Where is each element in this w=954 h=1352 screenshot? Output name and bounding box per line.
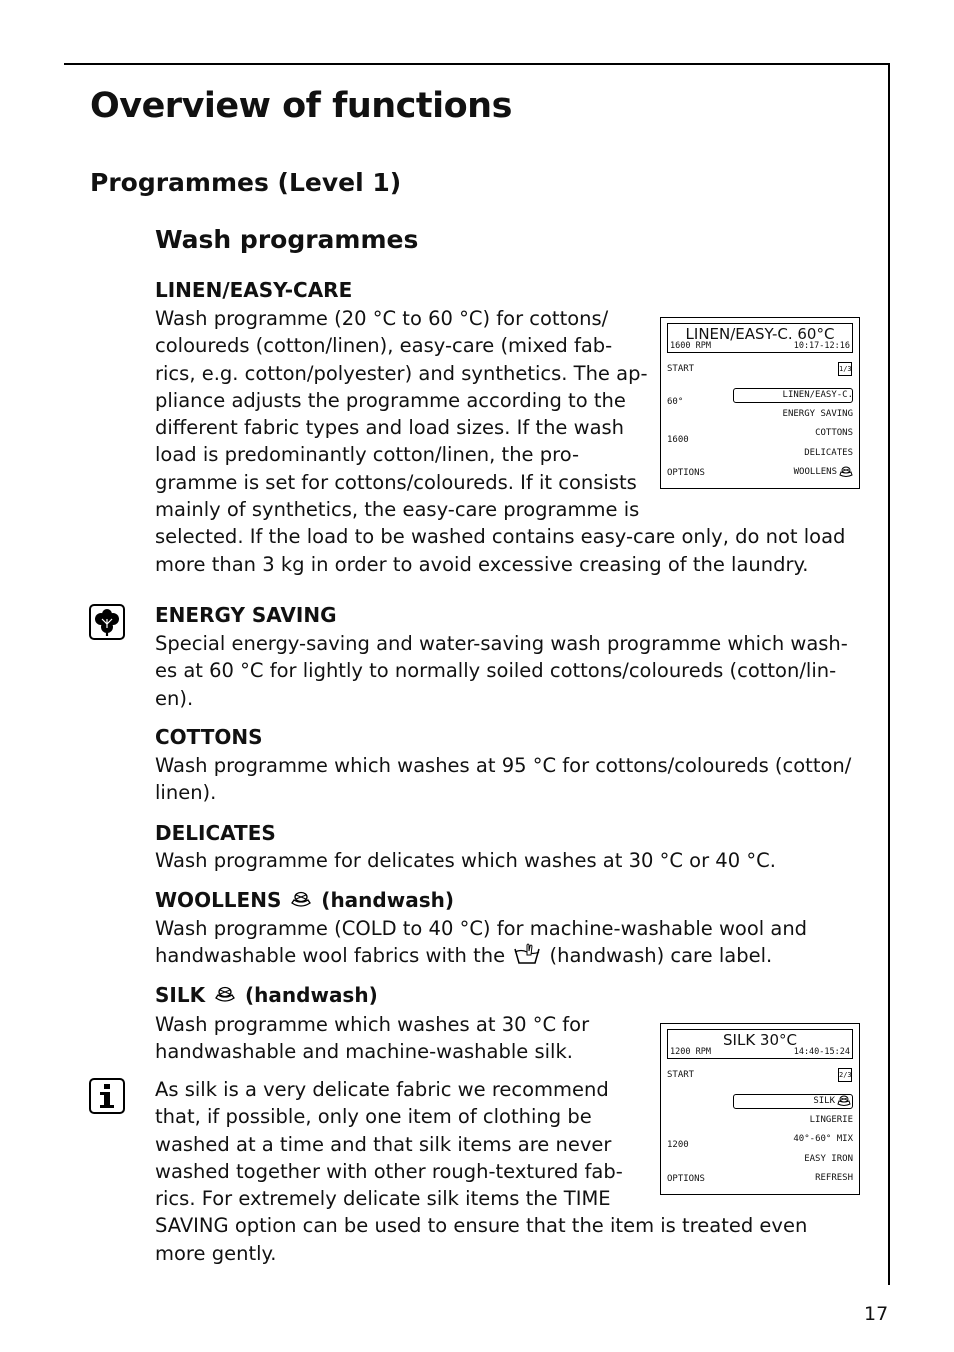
- frame-right-rule: [888, 63, 890, 1285]
- text-line: load is predominantly cotton/linen, the pro-: [155, 443, 580, 467]
- text-line: As silk is a very delicate fabric we recommend: [155, 1078, 609, 1101]
- text-line: Wash programme (20 °C to 60 °C) for cottons/: [155, 307, 609, 330]
- text-line: en).: [155, 686, 194, 710]
- subsection-title: Wash programmes: [155, 225, 419, 254]
- silk-heading: [155, 983, 378, 1007]
- text-line: SAVING option can be used to ensure that the item is treated even: [155, 1214, 808, 1238]
- display-selection-box: [733, 1094, 853, 1109]
- display-spin-label: 1200: [667, 1140, 689, 1150]
- display-options-label: OPTIONS: [667, 468, 705, 478]
- display-option: WOOLLENS: [793, 467, 837, 477]
- text-line: washed together with other rough-textured fab-: [155, 1159, 623, 1183]
- delicates-text: [155, 847, 865, 874]
- wool-skein-icon: [214, 985, 236, 1005]
- cottons-heading: COTTONS: [155, 725, 263, 749]
- text-line: gramme is set for cottons/coloureds. If it consists: [155, 470, 637, 494]
- linen-heading: LINEN/EASY-CARE: [155, 278, 353, 302]
- page-number: 17: [864, 1303, 889, 1325]
- display-temp-label: 60°: [667, 397, 684, 407]
- display-option: ENERGY SAVING: [782, 409, 853, 419]
- display-option: EASY IRON: [804, 1154, 853, 1164]
- energy-text: [155, 630, 865, 712]
- display-title: SILK 30°C: [723, 1031, 797, 1049]
- delicates-heading: DELICATES: [155, 821, 276, 845]
- display-time: 14:40-15:24: [793, 1047, 850, 1057]
- text-line: more gently.: [155, 1241, 277, 1265]
- display-options-label: OPTIONS: [667, 1174, 705, 1184]
- display-title: LINEN/EASY-C. 60°C: [685, 325, 835, 343]
- text-line: washed at a time and that silk items are never: [155, 1132, 612, 1156]
- woollens-line2-end: (handwash) care label.: [549, 944, 773, 968]
- display-start-label: START: [667, 364, 695, 374]
- text-line: linen).: [155, 781, 217, 805]
- text-line: selected. If the load to be washed contains easy-care only, do not load: [155, 525, 846, 549]
- woollens-heading: [155, 888, 454, 912]
- display-option: SILK: [813, 1096, 835, 1106]
- display-option: 40°-60° MIX: [793, 1134, 853, 1144]
- wool-skein-icon: [839, 466, 853, 478]
- text-line: mainly of synthetics, the easy-care programme is: [155, 498, 640, 522]
- woollens-heading-handwash: (handwash): [321, 888, 454, 912]
- display-rpm: 1600 RPM: [670, 341, 711, 351]
- display-option: REFRESH: [815, 1173, 853, 1183]
- frame-top-rule: [64, 63, 890, 65]
- display-option: LINEN/EASY-C.: [782, 390, 853, 400]
- woollens-text: [155, 915, 865, 970]
- text-line: coloureds (cotton/linen), easy-care (mixed fab-: [155, 334, 613, 358]
- text-line: Wash programme (COLD to 40 °C) for machine-washable wool and: [155, 917, 808, 940]
- display-option: LINGERIE: [809, 1115, 853, 1125]
- text-line: Special energy-saving and water-saving wash programme which wash-: [155, 632, 848, 655]
- text-line: es at 60 °C for lightly to normally soiled cottons/coloureds (cotton/lin-: [155, 659, 837, 683]
- woollens-line2-start: handwashable wool fabrics with the: [155, 944, 506, 968]
- woollens-heading-name: WOOLLENS: [155, 888, 282, 912]
- lcd-display-silk: [660, 1023, 860, 1195]
- text-line: Wash programme which washes at 30 °C for: [155, 1013, 590, 1036]
- display-step-fraction: 1/3: [838, 362, 852, 376]
- text-line: that, if possible, only one item of clothing be: [155, 1105, 592, 1129]
- info-icon: [89, 1078, 125, 1114]
- display-header: [667, 1029, 853, 1059]
- text-line: rics. For extremely delicate silk items the TIME: [155, 1187, 611, 1211]
- silk-heading-handwash: (handwash): [245, 983, 378, 1007]
- page-title: Overview of functions: [90, 86, 512, 126]
- energy-heading: ENERGY SAVING: [155, 603, 337, 627]
- wool-skein-icon: [290, 890, 312, 910]
- display-option: DELICATES: [804, 448, 853, 458]
- text-line: [155, 942, 865, 969]
- display-spin-label: 1600: [667, 435, 689, 445]
- text-line: Wash programme which washes at 95 °C for cottons/coloureds (cotton/: [155, 754, 852, 777]
- lcd-display-linen: [660, 317, 860, 489]
- text-line: rics, e.g. cotton/polyester) and synthetics. The ap-: [155, 361, 648, 385]
- text-line: handwashable and machine-washable silk.: [155, 1040, 573, 1064]
- clover-icon: [89, 604, 125, 640]
- display-option: COTTONS: [815, 428, 853, 438]
- cottons-text: [155, 752, 865, 807]
- display-start-label: START: [667, 1070, 695, 1080]
- silk-heading-name: SILK: [155, 983, 206, 1007]
- display-step-fraction: 2/3: [838, 1068, 852, 1082]
- wool-skein-icon: [837, 1095, 851, 1107]
- handwash-tub-icon: [513, 943, 541, 965]
- text-line: Wash programme for delicates which washes at 30 °C or 40 °C.: [155, 849, 776, 872]
- text-line: more than 3 kg in order to avoid excessive creasing of the laundry.: [155, 552, 809, 576]
- section-title: Programmes (Level 1): [90, 168, 402, 197]
- text-line: pliance adjusts the programme according to the: [155, 388, 626, 412]
- display-header: [667, 323, 853, 353]
- display-time: 10:17-12:16: [793, 341, 850, 351]
- text-line: different fabric types and load sizes. If the wash: [155, 416, 625, 440]
- display-rpm: 1200 RPM: [670, 1047, 711, 1057]
